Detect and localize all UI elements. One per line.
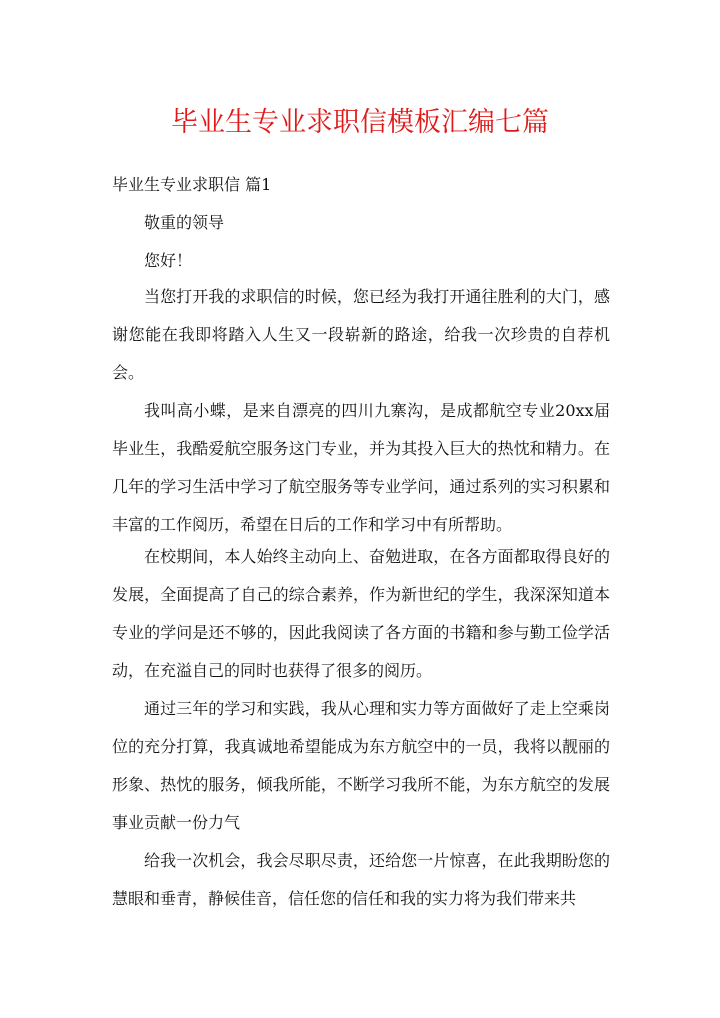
- salutation: 敬重的领导: [144, 213, 225, 232]
- paragraph-2: 我叫高小蝶，是来自漂亮的四川九寨沟，是成都航空专业20xx届毕业生，我酷爱航空服务这门专业，并为其投入巨大的热忱和精力。在几年的学习生活中学习了航空服务等专业学问，通过系列的实习积累和丰富的工作阅历，希望在日后的工作和学习中有所帮助。: [112, 401, 610, 534]
- paragraph-5: 给我一次机会，我会尽职尽责，还给您一片惊喜，在此我期盼您的慧眼和垂青，静候佳音，信任您的信任和我的实力将为我们带来共: [112, 851, 610, 908]
- paragraph-4: 通过三年的学习和实践，我从心理和实力等方面做好了走上空乘岗位的充分打算，我真诚地希望能成为东方航空中的一员，我将以靓丽的形象、热忱的服务，倾我所能，不断学习我所不能，为东方航空的发展事业贡献一份力气: [112, 699, 610, 832]
- paragraph-3: 在校期间，本人始终主动向上、奋勉进取，在各方面都取得良好的发展，全面提高了自己的综合素养，作为新世纪的学生，我深深知道本专业的学问是还不够的，因此我阅读了各方面的书籍和参与勤工俭学活动，在充溢自己的同时也获得了很多的阅历。: [112, 547, 610, 680]
- paragraph-1: 当您打开我的求职信的时候，您已经为我打开通往胜利的大门，感谢您能在我即将踏入人生又一段崭新的路途，给我一次珍贵的自荐机会。: [112, 287, 610, 382]
- greeting: 您好！: [144, 251, 193, 270]
- document-title: 毕业生专业求职信模板汇编七篇: [171, 107, 549, 138]
- section-heading: 毕业生专业求职信 篇1: [112, 175, 272, 194]
